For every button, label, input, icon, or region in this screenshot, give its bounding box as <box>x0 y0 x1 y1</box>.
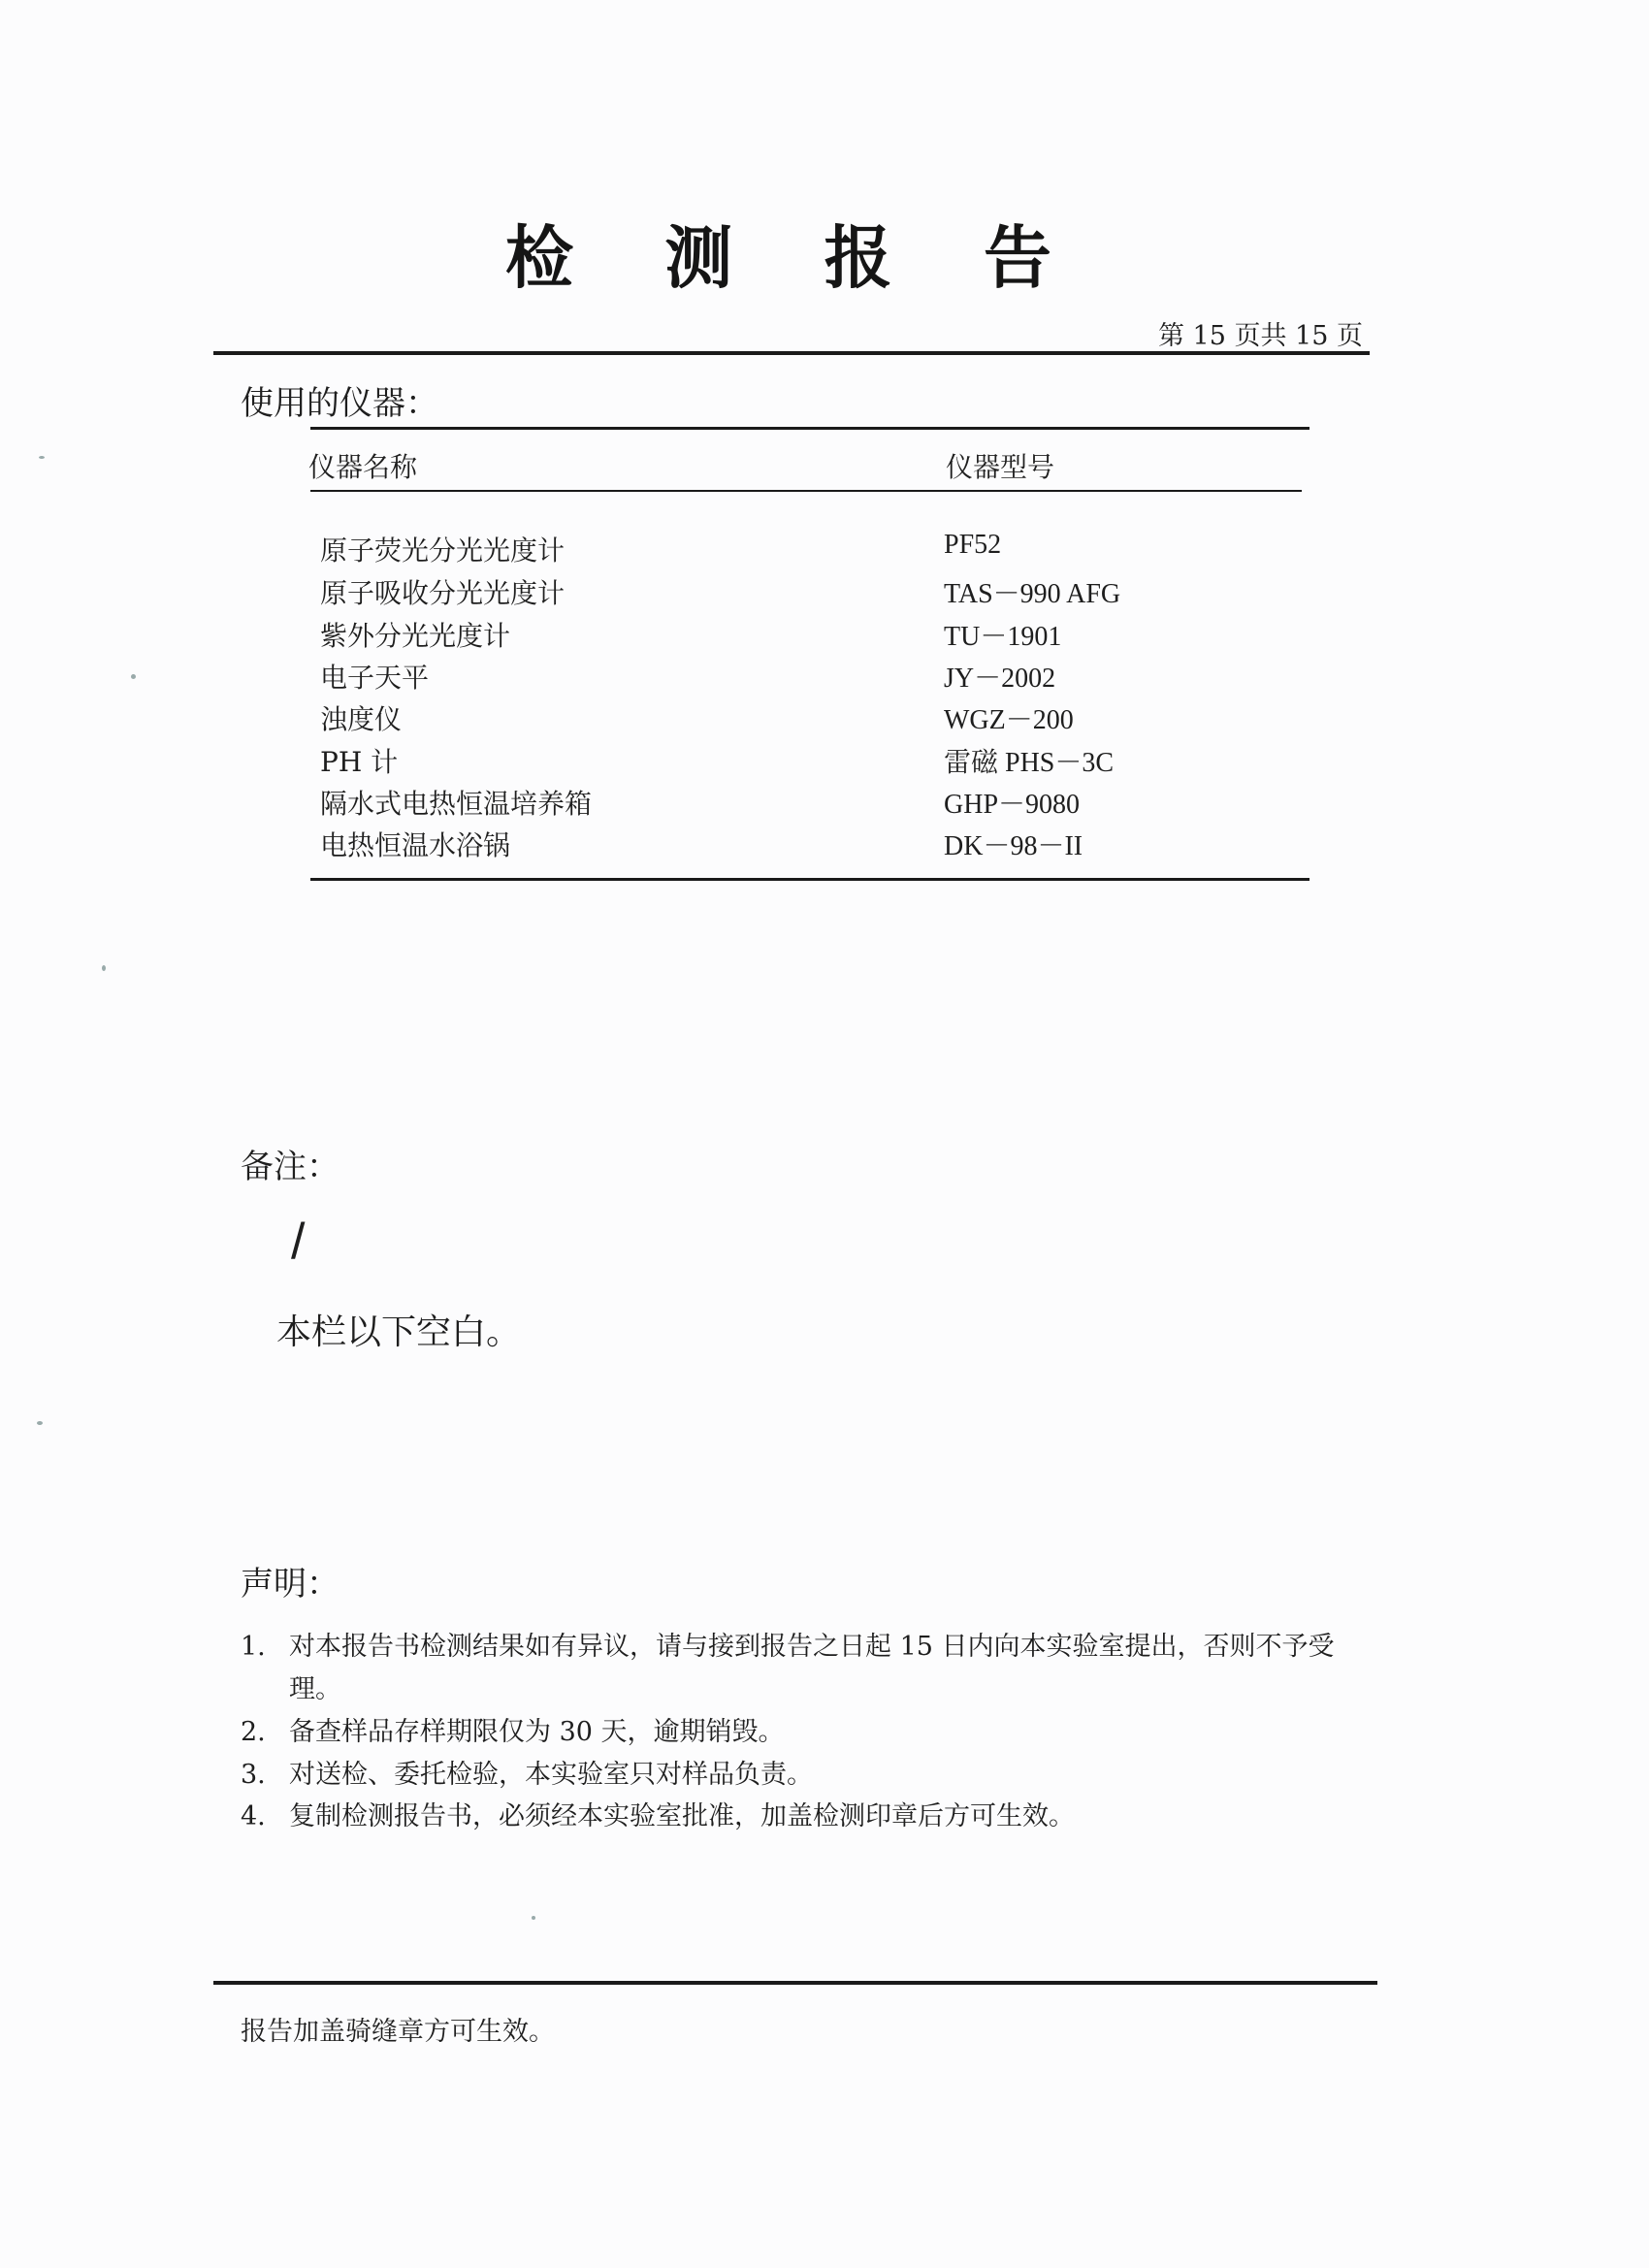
table-top-rule <box>310 427 1310 430</box>
instrument-name: 浊度仪 <box>320 703 403 735</box>
instrument-name: PH 计 <box>320 746 399 778</box>
header-rule <box>213 351 1370 355</box>
instrument-model: PF52 <box>944 530 1002 560</box>
statement-item-number: 1. <box>241 1632 266 1662</box>
table-header-rule <box>310 490 1302 492</box>
table-row <box>320 783 1300 826</box>
scan-speck <box>131 674 136 679</box>
scan-speck <box>39 456 45 459</box>
scan-speck <box>102 965 106 971</box>
statement-item-text: 复制检测报告书，必须经本实验室批准，加盖检测印章后方可生效。 <box>289 1801 1075 1831</box>
table-row <box>320 698 1300 741</box>
statement-item-number: 2. <box>241 1717 266 1747</box>
table-row <box>320 530 1300 572</box>
column-header-model: 仪器型号 <box>946 451 1055 483</box>
page-indicator: 第 15 页共 15 页 <box>1157 321 1363 351</box>
statement-item-text: 备查样品存样期限仅为 30 天，逾期销毁。 <box>289 1717 785 1747</box>
table-row <box>320 825 1300 867</box>
column-header-name: 仪器名称 <box>308 451 418 483</box>
table-row <box>320 741 1300 784</box>
instrument-name: 原子吸收分光光度计 <box>320 577 566 609</box>
statement-item-number: 4. <box>241 1801 266 1831</box>
instrument-name: 紫外分光光度计 <box>320 620 511 652</box>
scan-speck <box>532 1916 535 1920</box>
instrument-name: 电子天平 <box>320 662 430 694</box>
instruments-section-title: 使用的仪器： <box>241 384 438 423</box>
instrument-model: GHP－9080 <box>944 790 1081 820</box>
remarks-blank-note: 本栏以下空白。 <box>276 1312 522 1352</box>
statement-item-text: 对本报告书检测结果如有异议，请与接到报告之日起 15 日内向本实验室提出，否则不予受理。 <box>289 1632 1335 1704</box>
table-bottom-rule <box>310 878 1310 881</box>
statement-item-number: 3. <box>241 1760 266 1790</box>
footer-rule <box>213 1981 1377 1985</box>
instrument-name: 隔水式电热恒温培养箱 <box>320 788 593 820</box>
instrument-model: JY－2002 <box>944 664 1056 694</box>
remarks-slash-mark: / <box>291 1214 306 1270</box>
instrument-model: WGZ－200 <box>944 705 1074 735</box>
instrument-model: DK－98－II <box>944 831 1083 861</box>
table-row <box>320 657 1300 699</box>
instrument-model: 雷磁 PHS－3C <box>944 748 1115 778</box>
footer-note: 报告加盖骑缝章方可生效。 <box>241 2017 555 2047</box>
instrument-name: 原子荧光分光光度计 <box>320 535 566 567</box>
instrument-name: 电热恒温水浴锅 <box>320 829 511 861</box>
instrument-model: TU－1901 <box>944 622 1062 652</box>
statement-item-text: 对送检、委托检验，本实验室只对样品负责。 <box>289 1760 813 1790</box>
statement-section-title: 声明： <box>241 1565 340 1604</box>
scan-speck <box>37 1421 43 1425</box>
remarks-section-title: 备注： <box>241 1148 340 1186</box>
instrument-model: TAS－990 AFG <box>944 579 1121 609</box>
table-row <box>320 572 1300 615</box>
table-row <box>320 615 1300 658</box>
report-title: 检 测 报 告 <box>504 217 1086 298</box>
